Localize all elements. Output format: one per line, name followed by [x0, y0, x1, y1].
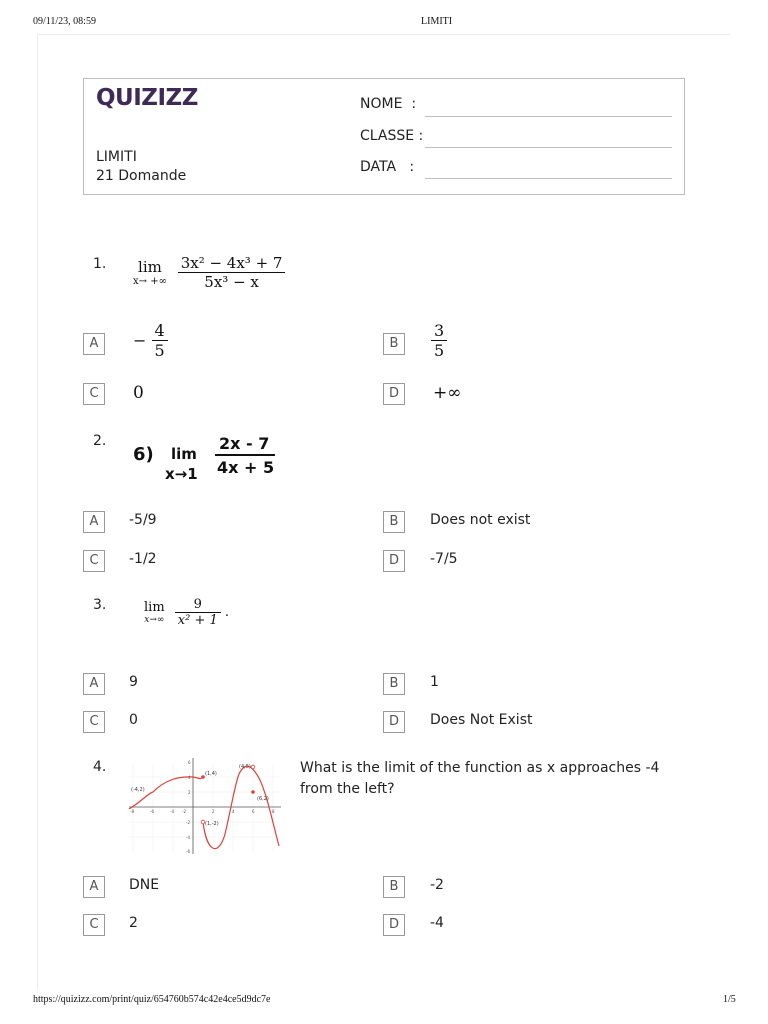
print-page-number: 1/5 — [723, 994, 736, 1005]
question-number: 3. — [93, 597, 107, 613]
fraction-bar — [215, 454, 275, 456]
option-b-box[interactable]: B — [383, 333, 405, 355]
question-1-formula — [133, 254, 285, 291]
option-a-box[interactable]: A — [83, 673, 105, 695]
function-graph — [127, 754, 285, 856]
x-tick-label: -6 — [150, 809, 154, 814]
option-d-value: +∞ — [433, 383, 462, 403]
print-date: 09/11/23, 08:59 — [33, 16, 96, 27]
option-c-box[interactable]: C — [83, 550, 105, 572]
name-line — [425, 116, 672, 117]
x-tick-label: -4 — [170, 809, 174, 814]
y-tick-label: 4 — [188, 775, 191, 780]
question-number: 1. — [93, 256, 107, 272]
question-number: 4. — [93, 759, 107, 775]
y-tick-label: -2 — [186, 820, 190, 825]
quizizz-logo: QUIZIZZ — [96, 85, 198, 111]
question-4-text: What is the limit of the function as x approaches -4 from the left? — [300, 760, 660, 797]
option-a-value — [133, 321, 168, 360]
denominator: 5 — [434, 341, 445, 360]
denominator: 5x³ − x — [204, 273, 259, 291]
quiz-title: LIMITI — [96, 149, 137, 165]
option-c-label: 0 — [129, 712, 138, 728]
option-a-label: 9 — [129, 674, 138, 690]
numerator: 4 — [152, 321, 168, 341]
option-c-value: 0 — [133, 383, 144, 403]
graph-label: (1,4) — [205, 771, 217, 777]
option-a-label: DNE — [129, 877, 160, 893]
option-b-label: Does not exist — [430, 512, 531, 528]
y-tick-label: -6 — [186, 849, 190, 854]
filled-point — [251, 790, 255, 794]
y-tick-label: 6 — [188, 760, 191, 765]
lim-subscript: x→1 — [165, 465, 198, 483]
option-a-label: -5/9 — [129, 512, 157, 528]
option-b-box[interactable]: B — [383, 511, 405, 533]
question-count: 21 Domande — [96, 168, 187, 184]
date-line — [425, 178, 672, 179]
problem-label: 6) — [133, 444, 154, 465]
option-d-box[interactable]: D — [383, 383, 405, 405]
question-2-image — [133, 433, 283, 485]
option-d-label: Does Not Exist — [430, 712, 533, 728]
class-line — [425, 147, 672, 148]
worksheet-header — [83, 78, 685, 195]
lim-operator: lim — [138, 258, 162, 276]
option-d-label: -4 — [430, 915, 444, 931]
denominator: x² + 1 — [177, 613, 218, 628]
graph-label: (1,-2) — [205, 821, 219, 827]
option-b-box[interactable]: B — [383, 673, 405, 695]
x-tick-label: 8 — [272, 809, 275, 814]
option-b-label: -2 — [430, 877, 444, 893]
question-3-formula — [144, 597, 229, 628]
option-b-label: 1 — [430, 674, 439, 690]
graph-label: (6,2) — [257, 796, 269, 802]
option-d-box[interactable]: D — [383, 914, 405, 936]
option-a-box[interactable]: A — [83, 876, 105, 898]
denominator: 4x + 5 — [217, 458, 275, 477]
numerator: 3 — [431, 321, 447, 341]
page-edge — [37, 34, 38, 989]
option-b-value — [431, 321, 447, 360]
numerator: 3x² − 4x³ + 7 — [178, 254, 286, 273]
lim-subscript: x→∞ — [144, 615, 165, 625]
option-d-label: -7/5 — [430, 551, 458, 567]
denominator: 5 — [154, 341, 165, 360]
y-tick-label: -4 — [186, 835, 190, 840]
option-c-box[interactable]: C — [83, 711, 105, 733]
option-d-box[interactable]: D — [383, 711, 405, 733]
x-tick-label: -8 — [130, 809, 134, 814]
x-tick-label: 6 — [252, 809, 255, 814]
x-tick-label: 4 — [232, 809, 235, 814]
option-a-box[interactable]: A — [83, 511, 105, 533]
page-edge — [38, 34, 730, 35]
option-a-box[interactable]: A — [83, 333, 105, 355]
numerator: 2x - 7 — [219, 434, 270, 453]
lim-subscript: x→ +∞ — [133, 276, 167, 287]
lim-operator: lim — [171, 445, 197, 463]
date-label: DATA : — [360, 159, 415, 175]
trailing-period: . — [224, 605, 230, 620]
y-tick-label: 2 — [188, 790, 191, 795]
option-b-box[interactable]: B — [383, 876, 405, 898]
option-c-label: -1/2 — [129, 551, 157, 567]
option-c-box[interactable]: C — [83, 383, 105, 405]
print-url[interactable]: https://quizizz.com/print/quiz/654760b574c42e4ce5d9dc7e — [33, 994, 271, 1005]
numerator: 9 — [175, 597, 221, 613]
print-title: LIMITI — [421, 16, 453, 27]
graph-background — [127, 754, 285, 856]
option-c-box[interactable]: C — [83, 914, 105, 936]
minus-sign: − — [133, 331, 147, 350]
name-label: NOME : — [360, 96, 417, 112]
class-label: CLASSE : — [360, 128, 424, 144]
option-d-box[interactable]: D — [383, 550, 405, 572]
open-point — [251, 765, 255, 769]
graph-label: (-4,2) — [131, 787, 145, 793]
x-tick-label: -2 — [182, 809, 186, 814]
lim-operator: lim — [144, 600, 165, 615]
x-tick-label: 2 — [212, 809, 215, 814]
option-c-label: 2 — [129, 915, 138, 931]
graph-label: (4,5) — [239, 764, 251, 770]
question-number: 2. — [93, 433, 107, 449]
